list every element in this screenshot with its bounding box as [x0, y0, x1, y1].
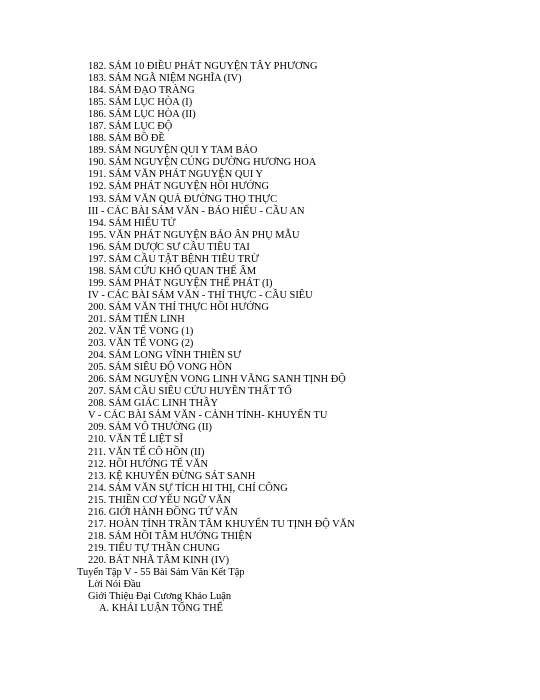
- toc-entry-189: 189. SÁM NGUYỆN QUI Y TAM BẢO: [88, 145, 258, 157]
- toc-entry-overview: A. KHÁI LUẬN TỔNG THỂ: [99, 603, 224, 615]
- toc-entry-187: 187. SÁM LỤC ĐỘ: [88, 121, 173, 133]
- toc-entry-194: 194. SÁM HIẾU TỬ: [88, 217, 176, 229]
- toc-entry-217: 217. HOÀN TỈNH TRẦN TÂM KHUYẾN TU TỊNH ĐỘ VĂN: [88, 518, 355, 530]
- toc-entry-206: 206. SÁM NGUYỆN VONG LINH VÃNG SANH TỊNH ĐỘ: [88, 374, 346, 386]
- toc-section-heading-v: V - CÁC BÀI SÁM VĂN - CẢNH TỈNH- KHUYẾN TU: [88, 410, 328, 422]
- toc-entry-199: 199. SÁM PHÁT NGUYỆN THẾ PHÁT (I): [88, 277, 273, 289]
- toc-entry-195: 195. VĂN PHÁT NGUYỆN BÁO ÂN PHỤ MẪU: [88, 229, 300, 241]
- toc-entry-200: 200. SÁM VĂN THÍ THỰC HỒI HƯỚNG: [88, 301, 269, 313]
- toc-entry-210: 210. VĂN TẾ LIỆT SĨ: [88, 434, 183, 446]
- toc-entry-202: 202. VĂN TẾ VONG (1): [88, 326, 194, 338]
- toc-entry-190: 190. SÁM NGUYỆN CÚNG DƯỜNG HƯƠNG HOA: [88, 157, 317, 169]
- toc-entry-185: 185. SÁM LỤC HÒA (I): [88, 97, 193, 109]
- toc-entry-192: 192. SÁM PHÁT NGUYỆN HỒI HƯỚNG: [88, 181, 270, 193]
- toc-entry-220: 220. BÁT NHÃ TÂM KINH (IV): [88, 554, 230, 566]
- toc-entry-214: 214. SÁM VĂN SỰ TÍCH HI THỊ, CHÍ CÔNG: [88, 482, 288, 494]
- toc-entry-205: 205. SÁM SIÊU ĐỘ VONG HỒN: [88, 362, 233, 374]
- toc-entry-186: 186. SÁM LỤC HÒA (II): [88, 109, 196, 121]
- toc-entry-207: 207. SÁM CẦU SIÊU CỬU HUYỀN THẤT TỔ: [88, 386, 292, 398]
- toc-entry-212: 212. HỒI HƯỚNG TẾ VĂN: [88, 458, 208, 470]
- toc-entry-197: 197. SÁM CẦU TẬT BỆNH TIÊU TRỪ: [88, 253, 259, 265]
- toc-section-heading-iii: III - CÁC BÀI SÁM VĂN - BÁO HIẾU - CẦU AN: [88, 205, 305, 217]
- toc-entry-191: 191. SÁM VĂN PHÁT NGUYỆN QUI Y: [88, 169, 264, 181]
- toc-entry-182: 182. SÁM 10 ĐIỀU PHÁT NGUYỆN TÂY PHƯƠNG: [88, 61, 318, 72]
- toc-entry-193: 193. SÁM VĂN QUẢ ĐƯỜNG THỌ THỰC: [88, 193, 278, 205]
- toc-entry-211: 211. VĂN TẾ CÔ HỒN (II): [88, 446, 205, 458]
- toc-entry-209: 209. SÁM VÔ THƯỜNG (II): [88, 422, 212, 434]
- toc-entry-204: 204. SÁM LONG VĨNH THIỀN SƯ: [88, 350, 242, 362]
- toc-entry-198: 198. SÁM CỨU KHỔ QUAN THẾ ÂM: [88, 265, 257, 277]
- toc-entry-183: 183. SÁM NGÃ NIỆM NGHĨA (IV): [88, 73, 242, 85]
- toc-entry-208: 208. SÁM GIÁC LINH THẦY: [88, 398, 218, 410]
- toc-entry-219: 219. TIỂU TỰ THẦN CHUNG: [88, 542, 220, 554]
- toc-entry-201: 201. SÁM TIẾN LINH: [88, 313, 185, 325]
- toc-entry-203: 203. VĂN TẾ VONG (2): [88, 338, 194, 350]
- toc-entry-213: 213. KỆ KHUYẾN ĐỪNG SÁT SANH: [88, 470, 256, 482]
- table-of-contents: [0, 61, 540, 615]
- toc-entry-215: 215. THIỀN CƠ YẾU NGỮ VĂN: [88, 494, 231, 506]
- toc-entry-216: 216. GIỚI HÀNH ĐỒNG TỬ VĂN: [88, 506, 238, 518]
- toc-entry-196: 196. SÁM DƯỢC SƯ CẦU TIÊU TAI: [88, 241, 250, 253]
- toc-entry-introduction: Giới Thiệu Đại Cương Khảo Luận: [88, 591, 232, 603]
- toc-entry-foreword: Lời Nói Đầu: [88, 579, 141, 591]
- toc-collection-heading: Tuyển Tập V - 55 Bài Sám Văn Kết Tập: [77, 566, 245, 578]
- toc-entry-188: 188. SÁM BỒ ĐỀ: [88, 133, 165, 145]
- toc-entry-218: 218. SÁM HỒI TÂM HƯỚNG THIỆN: [88, 530, 253, 542]
- toc-entry-184: 184. SÁM ĐẠO TRÀNG: [88, 85, 195, 97]
- toc-section-heading-iv: IV - CÁC BÀI SÁM VĂN - THÍ THỰC - CẦU SIÊU: [88, 289, 313, 301]
